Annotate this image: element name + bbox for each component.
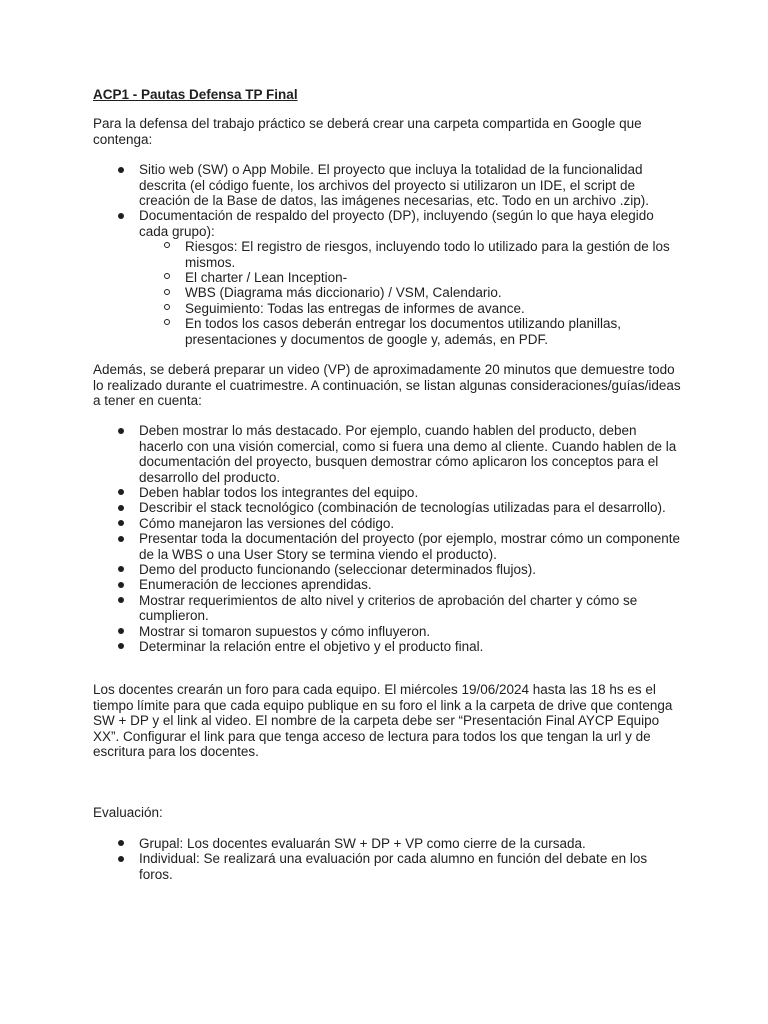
sublist-item — [139, 285, 683, 300]
document-title: ACP1 - Pautas Defensa TP Final — [93, 87, 298, 102]
list-item-text: Determinar la relación entre el objetivo y el producto final. — [139, 639, 484, 654]
list-item — [93, 577, 683, 592]
list-item — [93, 836, 683, 851]
hollow-bullet-icon — [161, 239, 173, 254]
list-item-text: Describir el stack tecnológico (combinación de tecnologías utilizadas para el desarrollo). — [139, 500, 666, 516]
sublist-item-text: Seguimiento: Todas las entregas de informes de avance. — [185, 300, 525, 316]
bullet-icon — [115, 485, 127, 500]
bullet-icon — [115, 562, 127, 577]
bullet-icon — [115, 639, 127, 654]
sublist-item-text: WBS (Diagrama más diccionario) / VSM, Calendario. — [185, 285, 502, 301]
list-item-text: Deben mostrar lo más destacado. Por ejemplo, cuando hablen del producto, deben hacerlo con una visión comercial, como si fuera una demo al cliente. Cuando hablen de la documentación del proyecto, busquen demostrar cómo aplicaron los conceptos para el desarrollo del producto. — [139, 423, 677, 485]
evaluation-heading: Evaluación: — [93, 805, 163, 821]
sublist-item — [139, 270, 683, 285]
bullet-icon — [115, 423, 127, 438]
list-item — [93, 624, 683, 639]
list-item — [93, 162, 683, 208]
bullet-icon — [115, 516, 127, 531]
list-item-text: Mostrar si tomaron supuestos y cómo influyeron. — [139, 623, 431, 639]
sublist-item-text: El charter / Lean Inception- — [185, 270, 348, 286]
evaluation-list — [93, 836, 683, 882]
list-item-text: Demo del producto funcionando (seleccionar determinados flujos). — [139, 561, 536, 577]
dp-sublist — [139, 239, 683, 347]
intro-paragraph: Para la defensa del trabajo práctico se deberá crear una carpeta compartida en Google que contenga: — [93, 116, 642, 147]
list-item — [93, 851, 683, 882]
list-item — [93, 423, 683, 485]
forum-paragraph: Los docentes crearán un foro para cada equipo. El miércoles 19/06/2024 hasta las 18 hs es el tiempo límite para que cada equipo publique en su foro el link a la carpeta de drive que contenga SW + DP y el link al video. El nombre de la carpeta debe ser “Presentación Final AYCP Equipo XX”. Configurar el link para que tenga acceso de lectura para todos los que tengan la url y de escritura para los docentes. — [93, 682, 673, 760]
video-intro-paragraph: Además, se deberá preparar un video (VP) de aproximadamente 20 minutos que demuestre todo lo realizado durante el cuatrimestre. A continuación, se listan algunas consideraciones/guías/ideas a tener en cuenta: — [93, 362, 681, 408]
bullet-icon — [115, 593, 127, 608]
list-item — [93, 208, 683, 347]
bullet-icon — [115, 851, 127, 866]
sublist-item-text: Riesgos: El registro de riesgos, incluyendo todo lo utilizado para la gestión de los mismos. — [185, 239, 670, 270]
video-guidelines-list — [93, 423, 683, 654]
list-item — [93, 531, 683, 562]
list-item — [93, 562, 683, 577]
bullet-icon — [115, 531, 127, 546]
hollow-bullet-icon — [161, 316, 173, 331]
list-item — [93, 593, 683, 624]
hollow-bullet-icon — [161, 285, 173, 300]
sublist-item — [139, 301, 683, 316]
list-item — [93, 639, 683, 654]
sublist-item — [139, 316, 683, 347]
list-item-text: Documentación de respaldo del proyecto (DP), incluyendo (según lo que haya elegido cada grupo): — [139, 208, 654, 239]
list-item — [93, 516, 683, 531]
bullet-icon — [115, 836, 127, 851]
bullet-icon — [115, 208, 127, 223]
list-item-text: Sitio web (SW) o App Mobile. El proyecto que incluya la totalidad de la funcionalidad descrita (el código fuente, los archivos del proyecto si utilizaron un IDE, el script de creación de la Base de datos, las imágenes necesarias, etc. Todo en un archivo .zip). — [139, 162, 650, 209]
hollow-bullet-icon — [161, 301, 173, 316]
list-item-text: Enumeración de lecciones aprendidas. — [139, 577, 372, 593]
bullet-icon — [115, 500, 127, 515]
bullet-icon — [115, 624, 127, 639]
deliverables-list — [93, 162, 683, 347]
list-item-text: Mostrar requerimientos de alto nivel y criterios de aprobación del charter y cómo se cumplieron. — [139, 592, 638, 624]
sublist-item — [139, 239, 683, 270]
list-item-text: Cómo manejaron las versiones del código. — [139, 515, 395, 531]
bullet-icon — [115, 577, 127, 592]
list-item-text: Deben hablar todos los integrantes del equipo. — [139, 484, 419, 500]
list-item-text: Individual: Se realizará una evaluación por cada alumno en función del debate en los foros. — [139, 851, 648, 882]
document-page — [93, 87, 683, 882]
list-item — [93, 500, 683, 515]
list-item-text: Grupal: Los docentes evaluarán SW + DP + VP como cierre de la cursada. — [139, 835, 586, 851]
sublist-item-text: En todos los casos deberán entregar los documentos utilizando planillas, presentaciones y documentos de google y, además, en PDF. — [185, 316, 622, 347]
list-item-text: Presentar toda la documentación del proyecto (por ejemplo, mostrar cómo un componente de la WBS o una User Story se termina viendo el producto). — [139, 531, 681, 562]
hollow-bullet-icon — [161, 270, 173, 285]
bullet-icon — [115, 162, 127, 177]
list-item — [93, 485, 683, 500]
